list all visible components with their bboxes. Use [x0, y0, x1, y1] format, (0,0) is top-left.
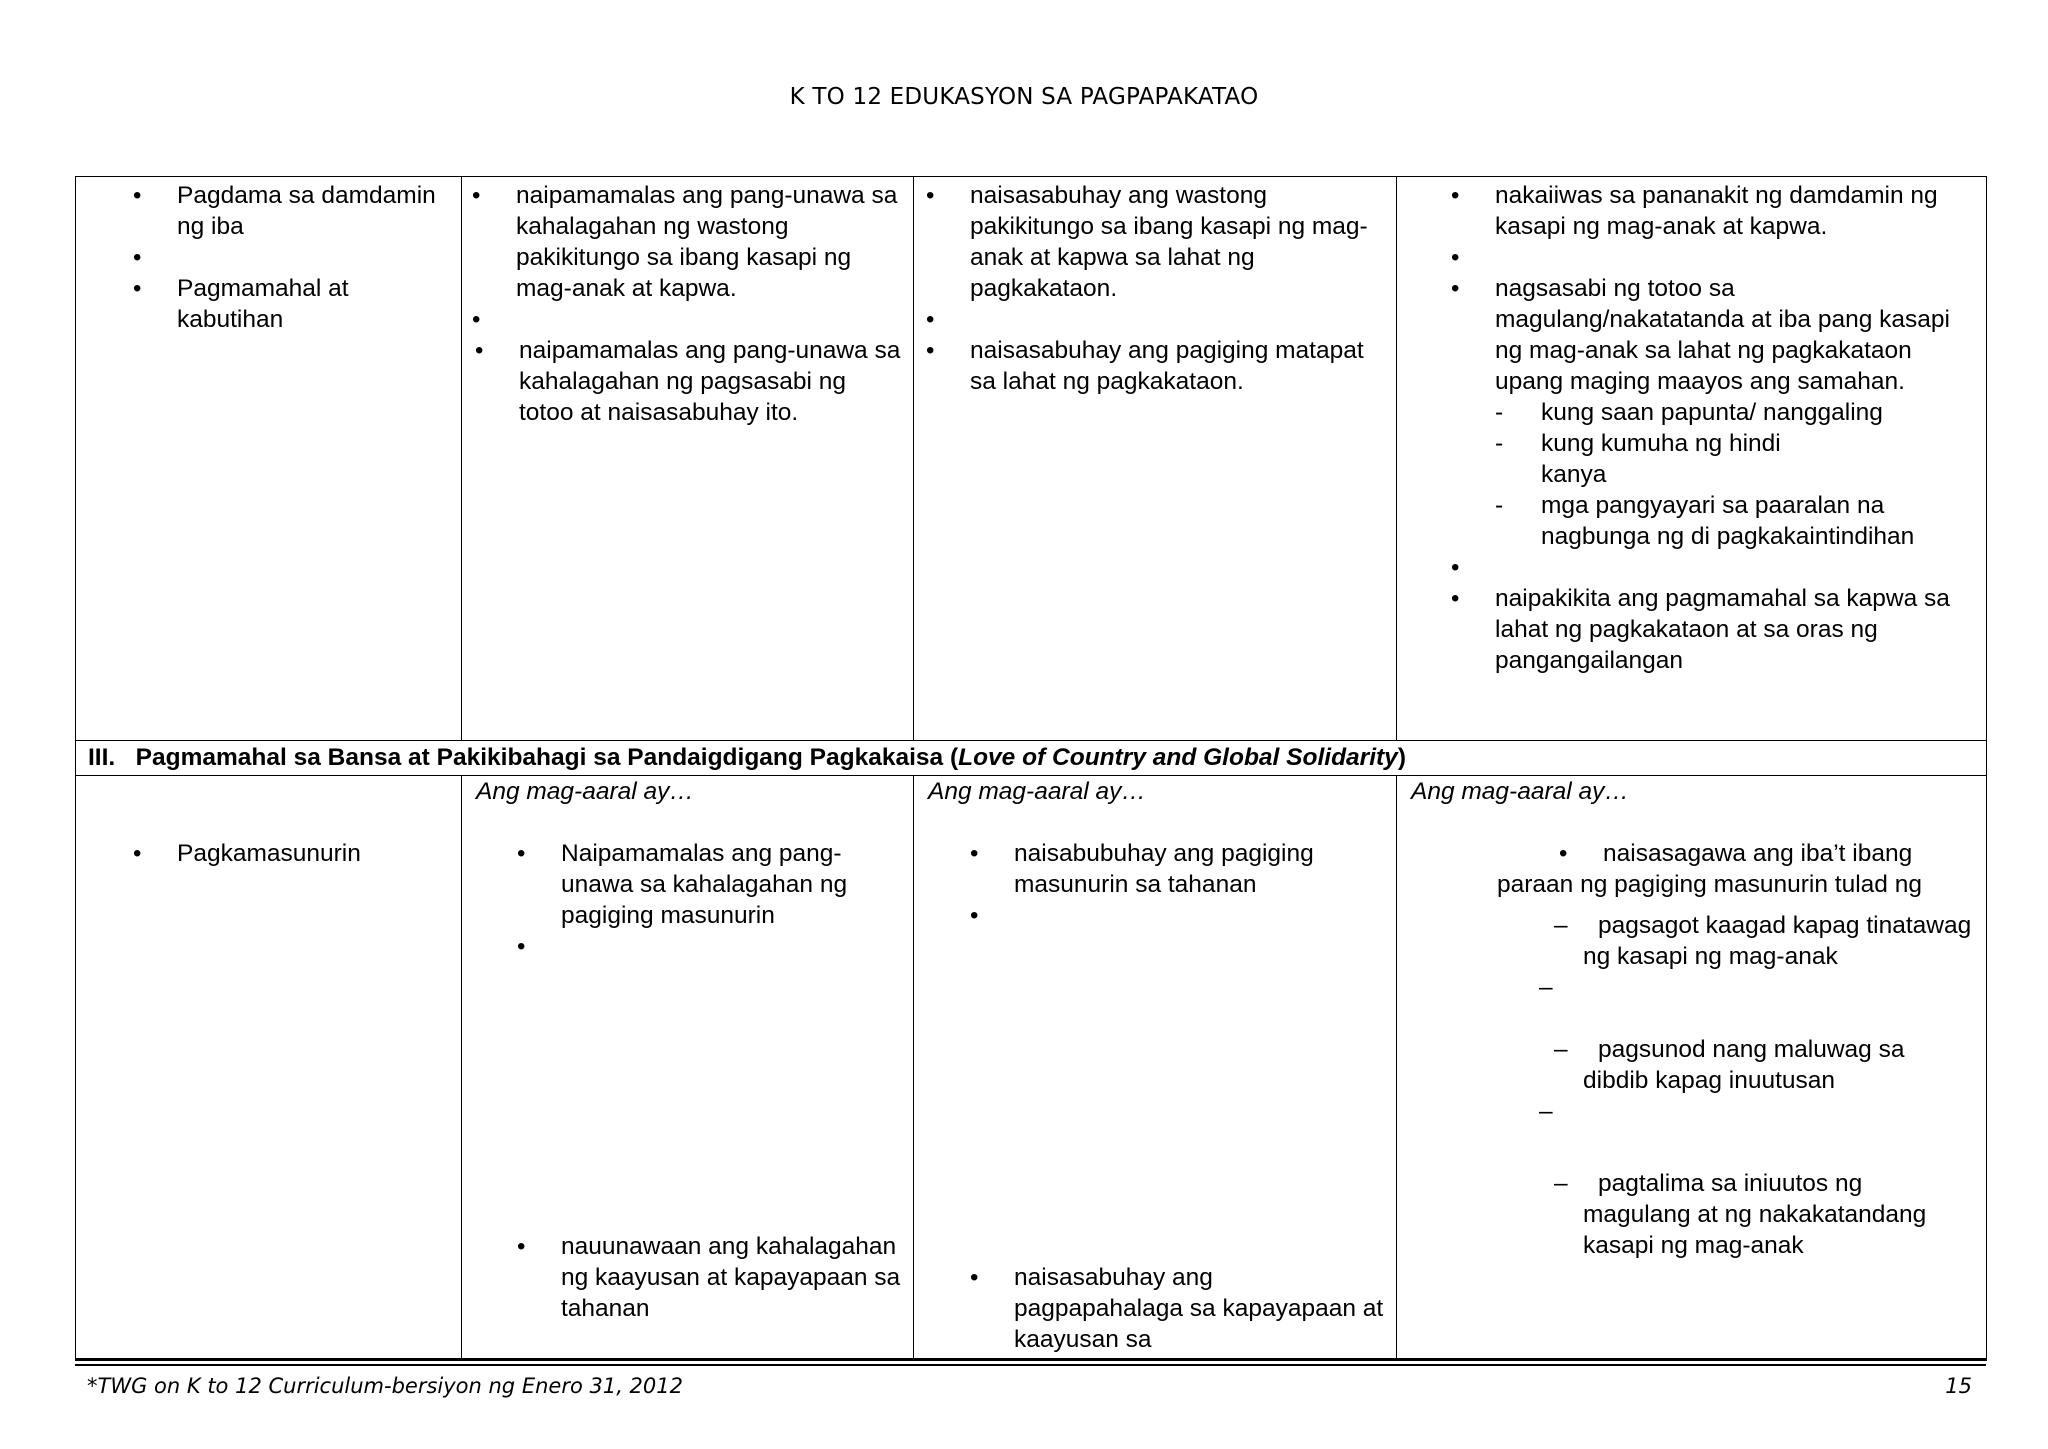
- list-item: • Naipamamalas ang pang-unawa sa kahalagahan ng pagiging masunurin: [561, 838, 905, 931]
- list-item: [1495, 273, 1976, 552]
- list-item: • naisabubuhay ang pagiging masunurin sa tahanan: [1014, 838, 1388, 900]
- list-item: • naipamamalas ang pang-unawa sa kahalagahan ng pagsasabi ng totoo at naisasabuhay ito.: [519, 335, 905, 428]
- lead-text: Ang mag-aaral ay…: [1411, 778, 1629, 805]
- list-item-text: nagsasabi ng totoo sa magulang/nakatatanda at iba pang kasapi ng mag-anak sa lahat ng pagkakataon upang maging maayos ang samahan.: [1495, 275, 1950, 395]
- dash-item: - mga pangyayari sa paaralan na nagbunga ng di pagkakaintindihan: [1495, 490, 1976, 552]
- dash-item: - kung kumuha ng hindi kanya: [1495, 428, 1976, 490]
- cell-content: [76, 177, 462, 741]
- dash-item: – pagsunod nang maluwag sa dibdib kapag inuutusan: [1539, 1034, 1972, 1096]
- spacer: [1495, 242, 1976, 273]
- cell-content: [76, 776, 462, 1361]
- list-item: • naipakikita ang pagmamahal sa kapwa sa lahat ng pagkakataon at sa oras ng pangangailangan: [1495, 583, 1976, 676]
- cell-learning-competency: [1397, 776, 1987, 1361]
- cell-content-standard: [462, 177, 914, 741]
- list-item: • naisasabuhay ang pagiging matapat sa lahat ng pagkakataon.: [970, 335, 1388, 397]
- page-header-title: K TO 12 EDUKASYON SA PAGPAPAKATAO: [789, 84, 1259, 110]
- dash-item: – pagsagot kaagad kapag tinatawag ng kasapi ng mag-anak: [1539, 910, 1972, 972]
- cell-learning-competency: [1397, 177, 1987, 741]
- spacer: [1539, 972, 1972, 1034]
- list-item: • Pagkamasunurin: [177, 838, 453, 869]
- table-row: [76, 177, 1987, 741]
- cell-performance-standard: [914, 776, 1397, 1361]
- footer-rule-thin: [75, 1364, 1986, 1366]
- footer-note: *TWG on K to 12 Curriculum-bersiyon ng Enero 31, 2012: [87, 1374, 683, 1398]
- spacer: [1495, 552, 1976, 583]
- list-item: • Pagmamahal at kabutihan: [177, 273, 453, 335]
- list-item: • Pagdama sa damdamin ng iba: [177, 180, 453, 242]
- spacer: [561, 931, 905, 1231]
- list-item: • naisasabuhay ang pagpapahalaga sa kapayapaan at kaayusan sa: [1014, 1262, 1388, 1355]
- cell-performance-standard: [914, 177, 1397, 741]
- page-number: 15: [1945, 1374, 1972, 1398]
- section-title-english: Love of Country and Global Solidarity: [958, 744, 1398, 771]
- list-item: • naisasagawa ang iba’t ibang paraan ng pagiging masunurin tulad ng: [1497, 838, 1976, 900]
- list-item: • nakaiiwas sa pananakit ng damdamin ng kasapi ng mag-anak at kapwa.: [1495, 180, 1976, 242]
- section-number: III.: [88, 744, 116, 771]
- list-item: • naisasabuhay ang wastong pakikitungo sa ibang kasapi ng mag-anak at kapwa sa lahat ng pagkakataon.: [970, 180, 1388, 304]
- lead-text: Ang mag-aaral ay…: [928, 778, 1146, 805]
- curriculum-table: [75, 176, 1987, 1361]
- cell-content-standard: [462, 776, 914, 1361]
- list-item: • naipamamalas ang pang-unawa sa kahalagahan ng wastong pakikitungo sa ibang kasapi ng mag-anak at kapwa.: [516, 180, 905, 304]
- spacer: [1014, 900, 1388, 1262]
- list-item: • nauunawaan ang kahalagahan ng kaayusan at kapayapaan sa tahanan: [561, 1231, 905, 1324]
- spacer: [1539, 1096, 1972, 1168]
- table-row: [76, 776, 1987, 1361]
- spacer: [516, 304, 905, 335]
- spacer: [970, 304, 1388, 335]
- section-title-close: ): [1397, 744, 1406, 771]
- dash-item: – pagtalima sa iniuutos ng magulang at ng nakakatandang kasapi ng mag-anak: [1539, 1168, 1972, 1261]
- section-header-row: [76, 741, 1987, 776]
- section-title-text: Pagmamahal sa Bansa at Pakikibahagi sa Pandaigdigang Pagkakaisa (: [135, 744, 959, 771]
- dash-item: - kung saan papunta/ nanggaling: [1495, 397, 1976, 428]
- spacer: [177, 242, 453, 273]
- lead-text: Ang mag-aaral ay…: [476, 778, 694, 805]
- footer-rule-thick: [75, 1358, 1986, 1361]
- section-title: [76, 741, 1987, 776]
